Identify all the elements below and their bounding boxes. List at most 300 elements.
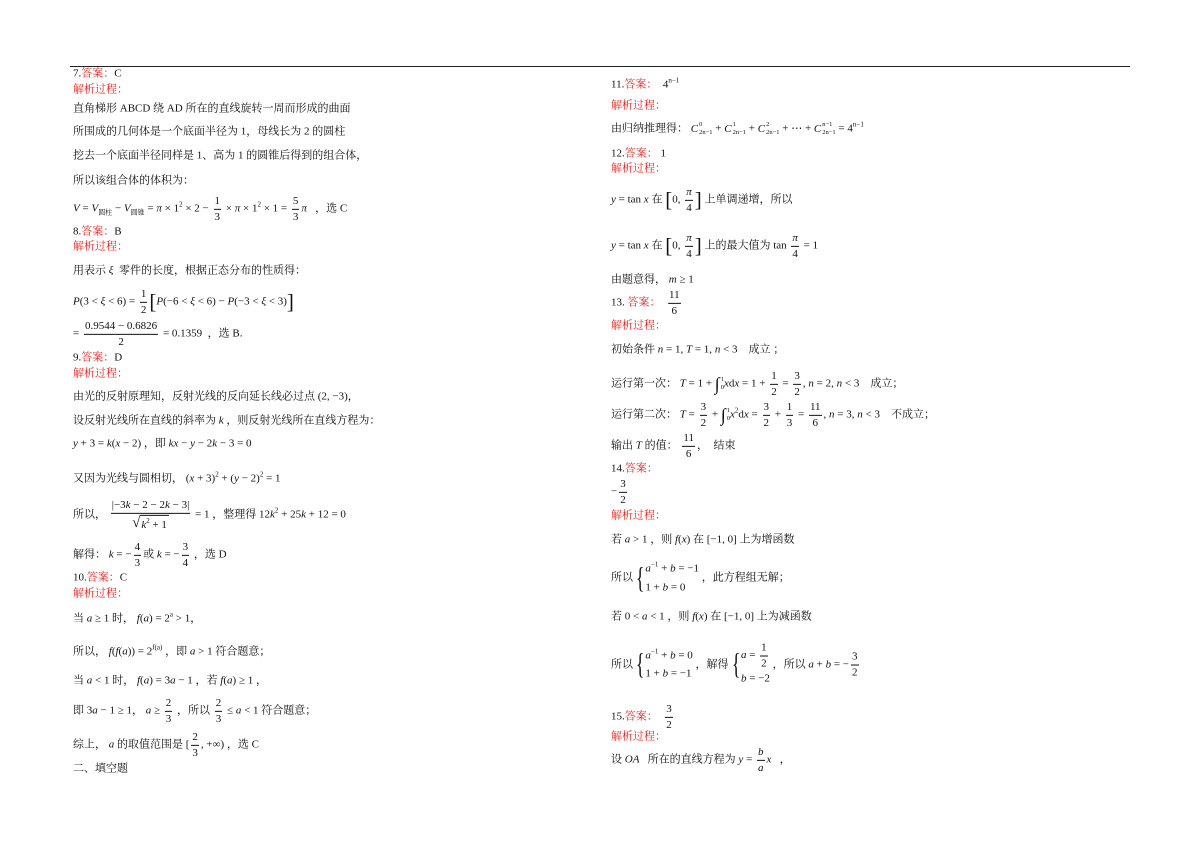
fraction bbox=[770, 370, 778, 398]
denominator bbox=[619, 493, 627, 507]
text: 所以 bbox=[611, 571, 633, 584]
text: 4 bbox=[182, 556, 189, 569]
text: − 2 bbox=[195, 437, 213, 450]
fraction bbox=[786, 401, 794, 429]
text-line bbox=[611, 559, 790, 596]
text: 3 bbox=[192, 746, 198, 759]
text: < 3) bbox=[266, 295, 287, 308]
answer-label: 解析过程： bbox=[611, 162, 666, 175]
text: ，所以 bbox=[769, 658, 809, 671]
text-line bbox=[611, 164, 666, 175]
fraction bbox=[165, 697, 173, 725]
math-variable: b bbox=[670, 562, 676, 575]
math-variable: n bbox=[714, 343, 721, 356]
math-variable: a bbox=[143, 612, 150, 625]
left-brace: { bbox=[635, 561, 645, 594]
math-variable: f bbox=[674, 533, 679, 546]
text: = tan bbox=[615, 239, 644, 252]
text: = bbox=[144, 202, 157, 215]
text: 2 bbox=[771, 385, 777, 398]
text: ( bbox=[223, 674, 228, 687]
text bbox=[658, 711, 664, 723]
math-variable: P bbox=[156, 295, 164, 308]
math-variable: P bbox=[73, 295, 80, 308]
math-variable: x bbox=[681, 533, 687, 546]
text: + bbox=[712, 122, 725, 135]
equation-system bbox=[729, 642, 770, 689]
text-line bbox=[73, 288, 294, 316]
text-line bbox=[73, 731, 259, 759]
fraction bbox=[809, 401, 822, 429]
text: 13. bbox=[611, 296, 628, 309]
text-line bbox=[611, 149, 666, 160]
math-variable: f bbox=[115, 645, 119, 658]
math-variable: T bbox=[635, 439, 642, 452]
text: 3 bbox=[165, 712, 172, 725]
denominator bbox=[685, 447, 693, 461]
math-variable: kx bbox=[168, 437, 179, 450]
math-variable: P bbox=[227, 295, 235, 308]
text: = − bbox=[831, 658, 850, 671]
denominator bbox=[215, 712, 223, 726]
text-line bbox=[611, 432, 735, 460]
math-variable: a bbox=[227, 674, 233, 687]
large-bracket: [ bbox=[665, 233, 673, 258]
text: < 6) − bbox=[194, 295, 228, 308]
fraction bbox=[791, 232, 799, 260]
text-line bbox=[611, 370, 903, 398]
text: 由归纳推理得： bbox=[611, 122, 691, 135]
fraction bbox=[84, 320, 158, 348]
numerator bbox=[809, 401, 822, 416]
numerator bbox=[292, 195, 300, 210]
text: 0.9544 − 0.6826 bbox=[84, 319, 158, 332]
text: 二、填空题 bbox=[73, 762, 128, 775]
math-variable: x bbox=[698, 610, 704, 623]
text: 综上， bbox=[73, 738, 109, 751]
equation-row bbox=[645, 646, 692, 665]
numerator bbox=[685, 232, 693, 247]
left-column bbox=[73, 0, 593, 848]
text: = 0 bbox=[675, 649, 693, 662]
text-line bbox=[73, 69, 122, 80]
text-line bbox=[611, 464, 658, 475]
text: 所以， bbox=[73, 645, 109, 658]
superscript: 1 bbox=[732, 120, 736, 128]
text: ， bbox=[771, 753, 791, 766]
denominator bbox=[793, 385, 801, 399]
subscript: 2n−1 bbox=[822, 129, 836, 136]
superscript: f(a) bbox=[152, 643, 163, 652]
math-variable: a bbox=[143, 674, 150, 687]
text: ，则反射光线所在直线方程为： bbox=[223, 414, 381, 427]
subscript: 2n−1 bbox=[766, 129, 780, 136]
large-bracket: [ bbox=[149, 289, 157, 314]
text: − 1 ，若 bbox=[175, 674, 221, 687]
math-variable: k bbox=[212, 437, 218, 450]
text: 2 bbox=[700, 416, 707, 429]
math-variable: y bbox=[611, 239, 616, 252]
text-line bbox=[611, 101, 666, 112]
math-variable: x bbox=[766, 753, 772, 766]
math-variable: x bbox=[723, 377, 729, 390]
text: < 1 ，则 bbox=[647, 610, 693, 623]
math-variable: π bbox=[686, 231, 692, 244]
text: ( bbox=[111, 437, 116, 450]
text: ) = 3 bbox=[149, 674, 171, 687]
text: 11 bbox=[683, 431, 694, 444]
answer-label: 解析过程： bbox=[611, 509, 666, 522]
subscript: 圆柱 bbox=[98, 208, 113, 217]
text: = 1 ，整理得 12 bbox=[192, 508, 270, 521]
text: × 1 bbox=[161, 202, 180, 215]
answer-label: 解析过程： bbox=[611, 99, 666, 112]
math-variable: f bbox=[220, 674, 224, 687]
math-variable: ξ bbox=[190, 295, 195, 308]
text-line bbox=[73, 573, 127, 584]
text: , bbox=[823, 408, 830, 421]
text-line bbox=[611, 612, 812, 623]
text: C bbox=[114, 67, 122, 80]
text: 上的最大值为 tan bbox=[701, 239, 790, 252]
text: × 2 − bbox=[182, 202, 212, 215]
math-variable: V bbox=[73, 202, 80, 215]
text: 所在的直线方程为 bbox=[639, 753, 739, 766]
text: 运行第二次： bbox=[611, 408, 680, 421]
math-variable: k bbox=[301, 508, 306, 521]
text: 3 bbox=[763, 400, 769, 413]
answer-label: 答案： bbox=[81, 351, 115, 364]
fraction bbox=[134, 541, 142, 569]
superscript: 0 bbox=[699, 120, 703, 128]
fraction bbox=[619, 478, 627, 506]
math-variable: a bbox=[145, 704, 152, 717]
subscript: 圆锥 bbox=[130, 208, 145, 217]
answer-label: 答案： bbox=[81, 67, 115, 80]
numerator bbox=[165, 697, 173, 712]
text: × 1 = bbox=[260, 202, 290, 215]
denominator bbox=[214, 210, 222, 224]
math-variable: k bbox=[141, 518, 147, 531]
math-variable: x bbox=[115, 437, 121, 450]
text: = bbox=[743, 753, 756, 766]
text: , +∞) ，选 C bbox=[200, 738, 259, 751]
text: 挖去一个底面半径同样是 1、高为 1 的圆锥后得到的组合体， bbox=[73, 149, 368, 162]
text: 运行第一次： bbox=[611, 377, 680, 390]
math-variable: a bbox=[808, 658, 814, 671]
text: 1 + bbox=[645, 581, 663, 593]
answer-label: 解析过程： bbox=[73, 83, 128, 96]
text: > 1， bbox=[173, 612, 202, 625]
denominator bbox=[117, 335, 125, 349]
answer-label: 答案： bbox=[627, 296, 661, 309]
text: 2 bbox=[794, 385, 800, 398]
math-variable: n bbox=[829, 408, 835, 421]
text-line bbox=[611, 321, 666, 332]
superscript: n−1 bbox=[852, 120, 864, 129]
superscript: a bbox=[169, 610, 174, 619]
denominator bbox=[757, 761, 765, 775]
superscript: n−1 bbox=[822, 120, 833, 128]
fraction bbox=[292, 195, 300, 223]
text: = bbox=[779, 377, 792, 390]
text: 3 bbox=[215, 712, 222, 725]
math-variable: a bbox=[645, 649, 651, 662]
text-line bbox=[611, 345, 784, 356]
text: < 1 符合题意； bbox=[241, 704, 317, 717]
text-line bbox=[611, 186, 792, 214]
text: ，解得 bbox=[692, 658, 729, 671]
text: = tan bbox=[615, 193, 644, 206]
text: 14. bbox=[611, 462, 625, 475]
text: 2 bbox=[192, 730, 198, 743]
text-line bbox=[611, 511, 666, 522]
text: 7. bbox=[73, 67, 82, 80]
equation-rows bbox=[741, 642, 770, 689]
text: = 1, bbox=[663, 343, 686, 356]
fraction bbox=[700, 401, 708, 429]
math-variable: x bbox=[734, 377, 740, 390]
text: 4 bbox=[686, 201, 692, 214]
answer-label: 解析过程： bbox=[611, 730, 666, 743]
text: 输出 bbox=[611, 439, 636, 452]
math-variable: a bbox=[122, 645, 128, 658]
text: − bbox=[112, 202, 124, 215]
numerator bbox=[665, 703, 673, 718]
text: ≥ 1 时， bbox=[92, 612, 137, 625]
text: = − bbox=[113, 548, 132, 561]
text-line bbox=[73, 85, 128, 96]
denominator bbox=[700, 416, 708, 430]
fraction bbox=[215, 697, 223, 725]
numerator bbox=[140, 288, 148, 303]
fraction bbox=[685, 186, 693, 214]
text: 由题意得， bbox=[611, 273, 669, 286]
text-line bbox=[73, 242, 128, 253]
text: 15. bbox=[611, 710, 625, 723]
text: 当 bbox=[73, 674, 87, 687]
text: 初始条件 bbox=[611, 343, 658, 356]
text: 11. bbox=[611, 78, 625, 91]
math-variable: ξ bbox=[108, 264, 114, 277]
right-column bbox=[611, 0, 1131, 848]
text: 3 bbox=[134, 556, 141, 569]
text: 3 bbox=[666, 702, 672, 715]
text: 1 bbox=[786, 400, 793, 413]
text: 若 0 < bbox=[611, 610, 642, 623]
text: 5 bbox=[292, 194, 299, 207]
text: 2 bbox=[666, 718, 672, 731]
text: − 1 ≥ 1， bbox=[97, 704, 146, 717]
text: 2 bbox=[118, 335, 124, 348]
denominator bbox=[791, 247, 799, 261]
denominator bbox=[134, 556, 142, 570]
text-line bbox=[73, 227, 122, 238]
math-variable: a bbox=[235, 704, 242, 717]
superscript: 2 bbox=[766, 120, 770, 128]
text: < 3 不成立； bbox=[862, 408, 935, 421]
text: 由光的反射原理知，反射光线的反向延长线必过点 (2, −3)， bbox=[73, 390, 359, 403]
text: ≥ bbox=[151, 704, 163, 717]
text: 0, bbox=[672, 193, 684, 206]
equation-system bbox=[633, 646, 693, 683]
answer-label: 答案： bbox=[624, 710, 658, 723]
text: 4 bbox=[792, 247, 798, 260]
text: = bbox=[795, 408, 807, 421]
math-variable: C bbox=[757, 122, 766, 135]
equation-row bbox=[645, 559, 699, 578]
text: 11 bbox=[669, 288, 680, 301]
integral bbox=[721, 406, 730, 424]
text: ，所以 bbox=[174, 704, 213, 717]
text: 用表示 bbox=[73, 264, 109, 277]
text: 3 bbox=[852, 650, 858, 663]
text: 3 bbox=[620, 477, 626, 490]
text: 又因为光线与圆相切， ( bbox=[73, 472, 190, 485]
math-variable: T bbox=[685, 343, 693, 356]
text: ( bbox=[695, 610, 699, 623]
text: 解得： bbox=[73, 548, 109, 561]
text: 3 bbox=[292, 210, 299, 223]
text: ≥ 1 bbox=[676, 273, 694, 286]
text: 若 bbox=[611, 533, 625, 546]
math-variable: b bbox=[825, 658, 832, 671]
text: 4 bbox=[657, 78, 669, 91]
denominator bbox=[165, 712, 173, 726]
text: 1 bbox=[761, 641, 767, 654]
math-variable: a bbox=[645, 562, 651, 575]
text: 直角梯形 ABCD 绕 AD 所在的直线旋转一周而形成的曲面 bbox=[73, 102, 351, 115]
math-variable: C bbox=[690, 122, 699, 135]
math-variable: n bbox=[857, 408, 863, 421]
math-variable: x bbox=[730, 408, 735, 421]
text: × bbox=[223, 202, 235, 215]
fraction bbox=[763, 401, 771, 429]
text: (−3 < bbox=[234, 295, 262, 308]
text: ) = 2 bbox=[149, 612, 170, 625]
integral-sign: ∫ bbox=[714, 374, 720, 394]
denominator bbox=[131, 514, 170, 532]
denominator bbox=[182, 556, 190, 570]
math-variable: T bbox=[679, 377, 686, 390]
denominator bbox=[685, 201, 693, 215]
fraction bbox=[757, 746, 765, 774]
superscript: 2 bbox=[259, 470, 264, 479]
text: − 2 − 2 bbox=[130, 498, 165, 511]
math-variable: k bbox=[218, 414, 224, 427]
text: 2 bbox=[852, 666, 858, 679]
superscript: 2 bbox=[179, 200, 183, 209]
text-line bbox=[73, 176, 194, 187]
math-variable: k bbox=[108, 548, 114, 561]
text: − 3 = 0 bbox=[217, 437, 252, 450]
text: < 3 成立； bbox=[842, 377, 904, 390]
math-variable: x bbox=[643, 193, 649, 206]
equation-rows bbox=[645, 559, 699, 596]
text-line bbox=[611, 121, 864, 137]
index-stack bbox=[822, 121, 835, 137]
subscript: 2n−1 bbox=[732, 129, 746, 136]
index-stack bbox=[766, 121, 779, 137]
text: ， 结束 bbox=[696, 439, 736, 452]
text-line bbox=[611, 275, 694, 286]
text-line bbox=[73, 369, 128, 380]
text: + 1 bbox=[149, 518, 167, 531]
math-variable: T bbox=[679, 408, 686, 421]
math-variable: ξ bbox=[100, 295, 106, 308]
text-line bbox=[73, 195, 347, 223]
left-brace: { bbox=[635, 648, 645, 681]
fraction bbox=[851, 651, 859, 679]
text: 的取值范围是 [ bbox=[114, 738, 190, 751]
text: = 1 bbox=[263, 472, 281, 485]
text-line bbox=[73, 589, 128, 600]
text: + 3) bbox=[194, 472, 216, 485]
text: 零件的长度，根据正态分布的性质得： bbox=[113, 264, 306, 277]
text: > 1 符合题意； bbox=[195, 645, 271, 658]
text: = 0.1359 ，选 B. bbox=[160, 327, 243, 340]
math-variable: b bbox=[662, 668, 669, 680]
text: 11 bbox=[809, 400, 821, 413]
text: = 1 + bbox=[685, 377, 715, 390]
text: ( bbox=[139, 612, 144, 625]
text: 2 bbox=[215, 696, 222, 709]
math-variable: b bbox=[740, 672, 747, 685]
text: < 1 时， bbox=[92, 674, 137, 687]
large-bracket: ] bbox=[694, 187, 702, 212]
text: 3 bbox=[794, 369, 800, 382]
math-variable: a bbox=[758, 761, 764, 774]
text: − bbox=[611, 485, 618, 498]
math-variable: V bbox=[91, 202, 99, 215]
text: = −1 bbox=[675, 562, 699, 575]
text-line bbox=[611, 401, 935, 429]
text: (3 < bbox=[79, 295, 101, 308]
answer-label: 解析过程： bbox=[73, 240, 128, 253]
text: , bbox=[802, 377, 809, 390]
text-line bbox=[73, 439, 252, 450]
math-variable: k bbox=[156, 548, 162, 561]
answer-label: 解析过程： bbox=[611, 319, 666, 332]
text: = 2, bbox=[813, 377, 837, 390]
math-variable: π bbox=[792, 231, 798, 244]
text: = bbox=[748, 408, 761, 421]
subscript: 2n−1 bbox=[699, 129, 713, 136]
numerator bbox=[760, 642, 768, 657]
text: ( bbox=[678, 533, 682, 546]
text-line bbox=[611, 478, 629, 506]
text: 所以该组合体的体积为： bbox=[73, 174, 194, 187]
numerator bbox=[786, 401, 794, 416]
fraction bbox=[214, 195, 222, 223]
text: D bbox=[114, 351, 123, 364]
numerator bbox=[682, 432, 695, 447]
text: 2 bbox=[763, 416, 769, 429]
text-line bbox=[611, 78, 679, 91]
math-variable: OA bbox=[624, 753, 640, 766]
denominator bbox=[763, 416, 771, 430]
text: (−6 < bbox=[163, 295, 191, 308]
equation-rows bbox=[645, 646, 692, 683]
text: + bbox=[709, 408, 721, 421]
superscript: 2 bbox=[734, 406, 739, 415]
math-variable: π bbox=[156, 202, 162, 215]
text: 所围成的几何体是一个底面半径为 1，母线长为 2 的圆柱 bbox=[73, 125, 346, 138]
fraction bbox=[760, 642, 768, 670]
combination-symbol bbox=[691, 121, 713, 137]
fraction bbox=[668, 289, 681, 317]
text: = − bbox=[161, 548, 180, 561]
